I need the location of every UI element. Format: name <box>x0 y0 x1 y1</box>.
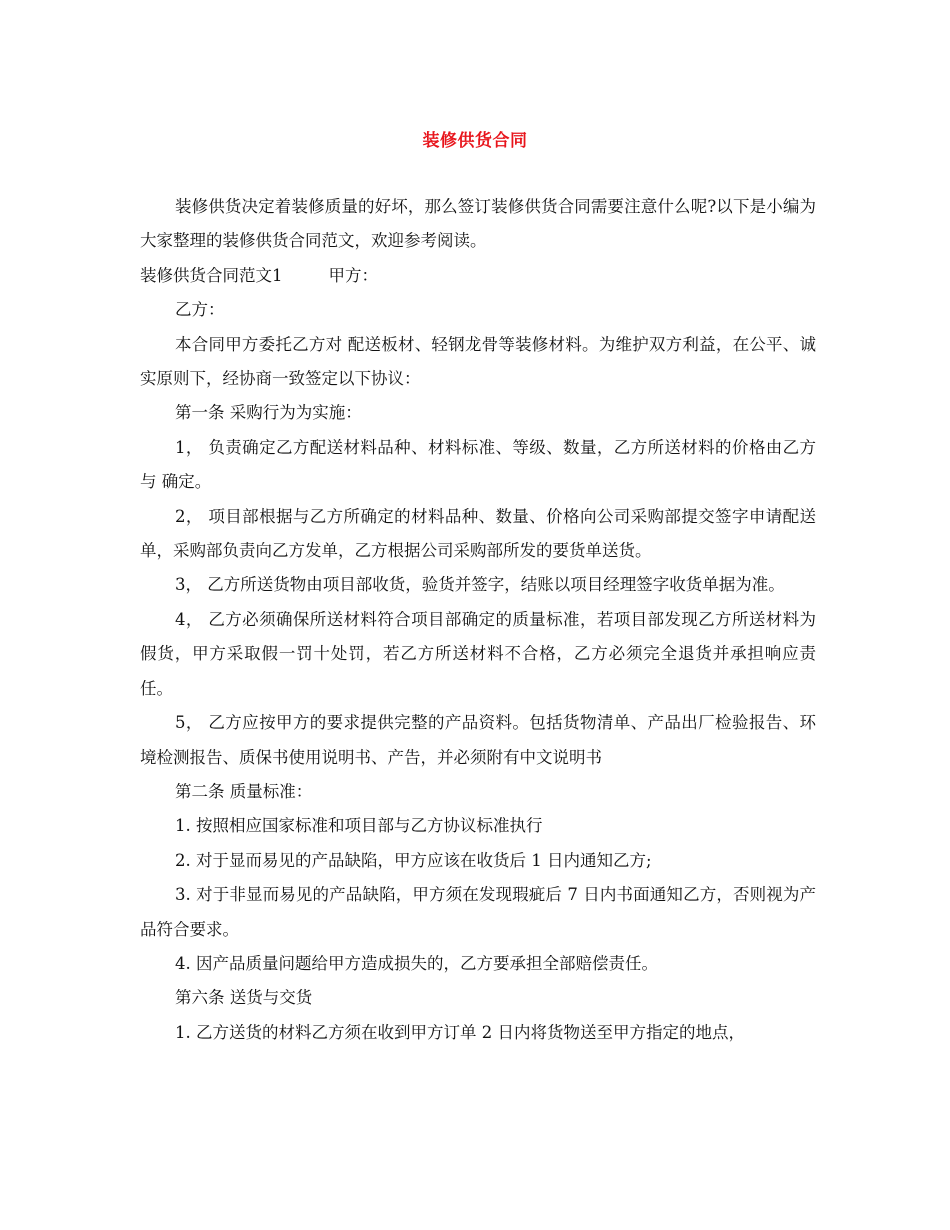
article-1-item: 1， 负责确定乙方配送材料品种、材料标准、等级、数量，乙方所送材料的价格由乙方与 确定。 <box>140 437 816 492</box>
party-b-label: 乙方： <box>175 300 225 320</box>
intro-paragraph: 装修供货决定着装修质量的好坏，那么签订装修供货合同需要注意什么呢?以下是小编为大家整理的装修供货合同范文，欢迎参考阅读。 <box>140 197 816 251</box>
article-1-item: 4， 乙方必须确保所送材料符合项目部确定的质量标准，若项目部发现乙方所送材料为假货，甲方采取假一罚十处罚，若乙方所送材料不合格，乙方必须完全退货并承担响应责任。 <box>140 609 816 698</box>
sample-heading: 装修供货合同范文1 <box>140 265 283 285</box>
article-1-item: 3， 乙方所送货物由项目部收货，验货并签字，结账以项目经理签字收货单据为准。 <box>175 575 785 595</box>
document-title: 装修供货合同 <box>422 131 528 151</box>
sample-heading-line <box>140 259 816 293</box>
document-body <box>140 190 816 1050</box>
article-2-item: 2. 对于显而易见的产品缺陷，甲方应该在收货后 1 日内通知乙方; <box>175 850 652 870</box>
article-2-heading: 第二条 质量标准： <box>175 781 313 801</box>
article-2-item: 3. 对于非显而易见的产品缺陷，甲方须在发现瑕疵后 7 日内书面通知乙方，否则视为产品符合要求。 <box>140 885 816 939</box>
article-1-heading: 第一条 采购行为为实施： <box>175 403 362 423</box>
article-6-heading: 第六条 送货与交货 <box>175 988 313 1008</box>
article-2-item: 1. 按照相应国家标准和项目部与乙方协议标准执行 <box>175 816 543 836</box>
article-2-item: 4. 因产品质量问题给甲方造成损失的，乙方要承担全部赔偿责任。 <box>175 953 658 973</box>
article-1-item: 5， 乙方应按甲方的要求提供完整的产品资料。包括货物清单、产品出厂检验报告、环境检测报告、质保书使用说明书、产告，并必须附有中文说明书 <box>140 713 816 767</box>
article-1-item: 2， 项目部根据与乙方所确定的材料品种、数量、价格向公司采购部提交签字申请配送单，采购部负责向乙方发单，乙方根据公司采购部所发的要货单送货。 <box>140 506 816 561</box>
article-6-item: 1. 乙方送货的材料乙方须在收到甲方订单 2 日内将货物送至甲方指定的地点， <box>175 1022 745 1042</box>
party-a-label: 甲方： <box>328 265 378 285</box>
preamble-paragraph: 本合同甲方委托乙方对 配送板材、轻钢龙骨等装修材料。为维护双方利益，在公平、诚实原则下，经协商一致签定以下协议： <box>140 334 816 389</box>
